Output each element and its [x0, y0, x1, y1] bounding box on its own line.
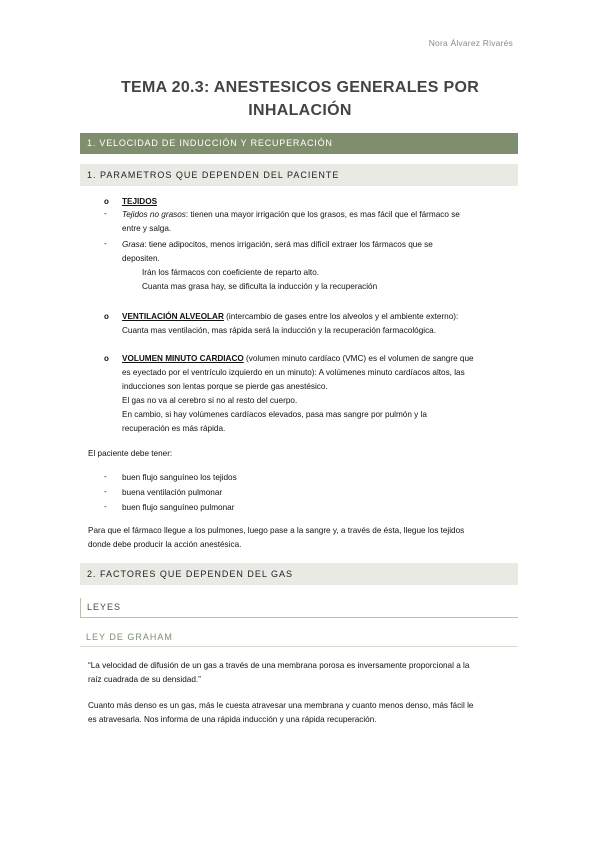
paciente-intro: El paciente debe tener: — [88, 449, 173, 458]
volumen-line-3: inducciones son lentas porque se pierde gas anestésico. — [122, 382, 328, 391]
paciente-item: buen flujo sanguíneo pulmonar — [122, 503, 235, 512]
dash-marker: - — [104, 209, 107, 218]
title-line-2: INHALACIÓN — [248, 102, 352, 119]
dash-marker: - — [104, 502, 107, 511]
volumen-line-2: es eyectado por el ventrículo izquierdo en un minuto): A volúmenes minuto cardíacos altos, las — [122, 368, 465, 377]
dash-marker: - — [104, 472, 107, 481]
ventilacion-heading: VENTILACIÓN ALVEOLAR — [122, 312, 224, 321]
graham-quote-line-2: raíz cuadrada de su densidad.” — [88, 675, 201, 684]
leyes-heading: LEYES — [80, 598, 518, 618]
volumen-line-1 — [122, 352, 517, 366]
title-line-1: TEMA 20.3: ANESTESICOS GENERALES POR — [120, 79, 480, 96]
tejidos-item-2-rest: : tiene adipocitos, menos irrigación, será mas difícil extraer los fármacos que se — [144, 240, 433, 249]
tejidos-item-2-term: Grasa — [122, 240, 145, 249]
page-title — [80, 76, 520, 122]
tejidos-item-1 — [122, 208, 512, 222]
section-heading-1: 1. VELOCIDAD DE INDUCCIÓN Y RECUPERACIÓN — [80, 133, 518, 154]
subsection-heading-1: 1. PARAMETROS QUE DEPENDEN DEL PACIENTE — [80, 164, 518, 186]
volumen-rest: (volumen minuto cardíaco (VMC) es el volumen de sangre que — [243, 354, 474, 363]
subsection-heading-2: 2. FACTORES QUE DEPENDEN DEL GAS — [80, 563, 518, 585]
ventilacion-line-1 — [122, 310, 517, 324]
graham-text-line-2: es atravesarla. Nos informa de una rápida inducción y una rápida recuperación. — [88, 715, 377, 724]
bullet-marker: o — [104, 197, 109, 206]
volumen-line-5: En cambio, si hay volúmenes cardíacos elevados, pasa mas sangre por pulmón y la — [122, 410, 427, 419]
paciente-item: buena ventilación pulmonar — [122, 488, 223, 497]
volumen-line-4: El gas no va al cerebro si no al resto del cuerpo. — [122, 396, 298, 405]
dash-marker: - — [104, 487, 107, 496]
volumen-line-6: recuperación es más rápida. — [122, 424, 226, 433]
tejidos-item-1-rest: : tienen una mayor irrigación que los grasos, es mas fácil que el fármaco se — [185, 210, 460, 219]
author-name: Nora Álvarez Rivarés — [428, 38, 513, 48]
tejidos-note-1: Irán los fármacos con coeficiente de reparto alto. — [142, 268, 320, 277]
tejidos-item-2-cont: depositen. — [122, 254, 160, 263]
tejidos-heading — [122, 195, 157, 209]
tejidos-note-2: Cuanta mas grasa hay, se dificulta la inducción y la recuperación — [142, 282, 378, 291]
graham-text-line-1: Cuanto más denso es un gas, más le cuesta atravesar una membrana y cuanto menos denso, más fácil le — [88, 701, 474, 710]
volumen-heading: VOLUMEN MINUTO CARDIACO — [122, 354, 244, 363]
tejidos-item-1-term: Tejidos no grasos — [122, 210, 186, 219]
ventilacion-rest: (intercambio de gases entre los alveolos y el ambiente externo): — [223, 312, 459, 321]
dash-marker: - — [104, 239, 107, 248]
tejidos-item-2 — [122, 238, 512, 252]
graham-heading: LEY DE GRAHAM — [80, 630, 518, 647]
paciente-item: buen flujo sanguíneo los tejidos — [122, 473, 237, 482]
ventilacion-line-2: Cuanta mas ventilación, mas rápida será la inducción y la recuperación farmacológica. — [122, 326, 437, 335]
graham-quote-line-1: “La velocidad de difusión de un gas a través de una membrana porosa es inversamente proporcional a la — [88, 661, 470, 670]
para-que-line-2: donde debe producir la acción anestésica. — [88, 540, 242, 549]
tejidos-heading-text: TEJIDOS — [122, 197, 158, 206]
bullet-marker: o — [104, 312, 109, 321]
bullet-marker: o — [104, 354, 109, 363]
tejidos-item-1-cont: entre y salga. — [122, 224, 172, 233]
para-que-line-1: Para que el fármaco llegue a los pulmones, luego pase a la sangre y, a través de ésta, llegue los tejidos — [88, 526, 465, 535]
